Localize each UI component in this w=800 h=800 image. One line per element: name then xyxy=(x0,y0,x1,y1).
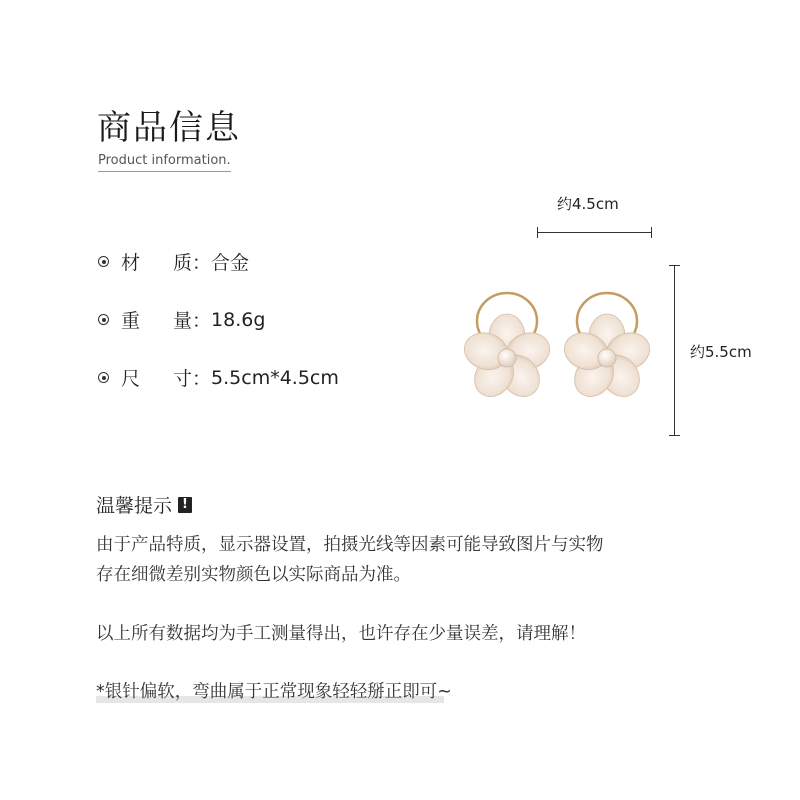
notice-line: 由于产品特质，显示器设置，拍摄光线等因素可能导致图片与实物 xyxy=(96,535,604,555)
page-title: 商品信息 xyxy=(97,108,241,148)
width-dimension-label: 约4.5cm xyxy=(557,195,619,213)
height-dimension-label: 约5.5cm xyxy=(690,343,752,361)
spec-size xyxy=(98,364,339,391)
spec-key-b: 量 xyxy=(173,310,193,332)
notice-paragraph xyxy=(96,530,604,590)
spec-key-a: 尺 xyxy=(121,368,141,390)
page-subtitle: Product information. xyxy=(98,153,231,172)
spec-value: 合金 xyxy=(211,252,250,274)
spec-colon: ： xyxy=(192,252,212,274)
earring-left xyxy=(460,293,555,404)
spec-value: 5.5cm*4.5cm xyxy=(211,366,339,389)
exclamation-icon: ! xyxy=(178,497,192,513)
height-dimension-line xyxy=(674,265,675,436)
spec-weight xyxy=(98,306,265,333)
earrings-photo xyxy=(455,288,660,413)
bullet-icon xyxy=(98,372,109,383)
bullet-icon xyxy=(98,314,109,325)
notice-title: 温馨提示 xyxy=(96,495,173,517)
spec-value: 18.6g xyxy=(211,308,266,331)
spec-colon: ： xyxy=(192,310,212,332)
notice-heading xyxy=(96,491,192,518)
earring-right xyxy=(560,293,655,404)
spec-key-b: 质 xyxy=(173,252,193,274)
spec-colon: ： xyxy=(192,368,212,390)
notice-measurement: 以上所有数据均为手工测量得出，也许存在少量误差，请理解！ xyxy=(96,624,586,644)
notice-line: 存在细微差别实物颜色以实际商品为准。 xyxy=(96,565,411,585)
spec-material xyxy=(98,248,249,275)
width-dimension-line xyxy=(537,232,652,233)
spec-key-a: 重 xyxy=(121,310,141,332)
bullet-icon xyxy=(98,256,109,267)
spec-key-a: 材 xyxy=(121,252,141,274)
spec-key-b: 寸 xyxy=(173,368,193,390)
notice-footnote: *银针偏软，弯曲属于正常现象轻轻掰正即可~ xyxy=(96,682,452,702)
